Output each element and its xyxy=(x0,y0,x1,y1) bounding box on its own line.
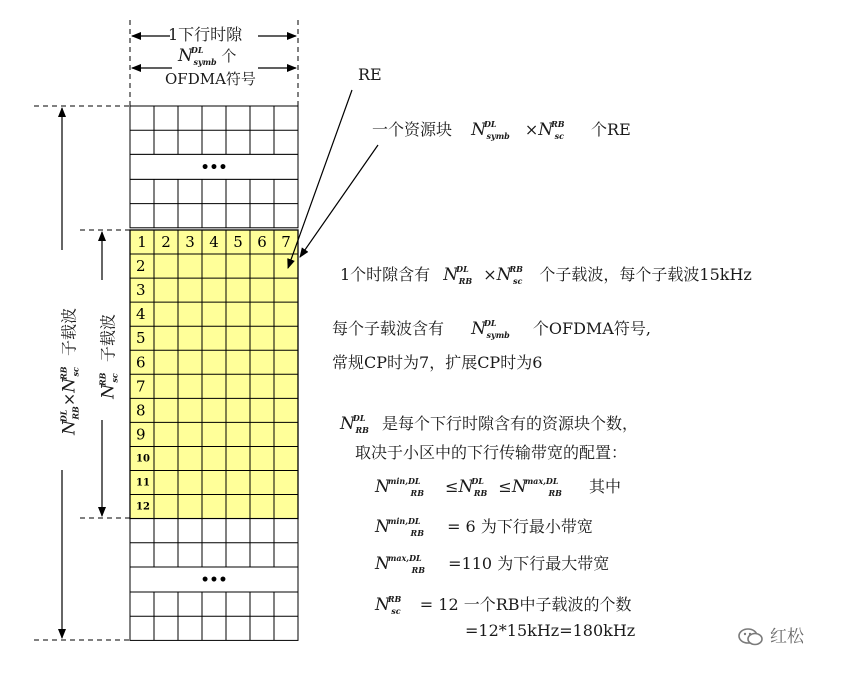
row-number: 11 xyxy=(136,477,150,489)
note-line-1: 1个时隙含有 $N^{DL}_{RB} \times N^{RB}_{sc}$ 个子载波，每个子载波15kHz xyxy=(340,264,752,286)
row-number: 9 xyxy=(136,425,146,444)
note-line-3: 常规CP时为7，扩展CP时为6 xyxy=(332,353,543,372)
symbol-n: N xyxy=(178,46,193,66)
column-number: 5 xyxy=(233,233,243,251)
row-number: 10 xyxy=(136,453,150,465)
note-line-6: $N^{min,DL}_{RB} \le N^{DL}_{RB} \le N^{max,DL}_{RB}$ 其中 xyxy=(375,476,621,498)
wechat-icon xyxy=(738,627,764,647)
note-line-10: =12*15kHz=180kHz xyxy=(465,621,636,640)
resource-block-label: 一个资源块 $N^{DL}_{symb} \times N^{RB}_{sc}$ 个RE xyxy=(372,119,631,141)
column-number: 1 xyxy=(137,233,147,251)
note-line-2: 每个子载波含有 $N^{DL}_{symb}$ 个OFDMA符号, xyxy=(332,318,651,340)
row-number: 2 xyxy=(136,257,146,276)
re-label: RE xyxy=(358,65,382,84)
column-number: 6 xyxy=(257,233,267,251)
column-number: 7 xyxy=(281,233,291,251)
row-number: 6 xyxy=(136,353,146,372)
note-line-5: 取决于小区中的下行传输带宽的配置： xyxy=(355,443,628,462)
column-number: 4 xyxy=(209,233,219,251)
watermark: 红松 xyxy=(738,622,804,647)
slot-label: 1下行时隙 xyxy=(168,25,243,44)
row-number: 7 xyxy=(136,377,146,396)
row-number: 5 xyxy=(136,329,146,348)
row-number: 8 xyxy=(136,401,146,420)
row-number: 12 xyxy=(136,501,150,513)
ellipsis-dots: ••• xyxy=(200,159,228,176)
note-line-8: $N^{max,DL}_{RB} =110$ 为下行最大带宽 xyxy=(375,553,610,575)
column-number: 3 xyxy=(185,233,195,251)
note-line-4: $N^{DL}_{RB}$ 是每个下行时隙含有的资源块个数， xyxy=(340,413,638,435)
symbols-per-slot-label: $N^{DL}_{symb}$ 个 xyxy=(178,45,237,67)
ofdma-label: OFDMA符号 xyxy=(165,70,256,88)
note-line-9: $N^{RB}_{sc} = 12$ 一个RB中子载波的个数 xyxy=(375,594,632,616)
note-line-7: $N^{min,DL}_{RB} = 6$ 为下行最小带宽 xyxy=(375,516,593,538)
total-subcarriers-label: $N^{DL}$ $_{RB}\times N^{RB}$ $_{sc}$ 子载波 xyxy=(58,307,81,436)
column-number: 2 xyxy=(161,233,171,251)
row-number: 3 xyxy=(136,281,146,300)
ellipsis-dots: ••• xyxy=(200,572,228,589)
row-number: 4 xyxy=(136,305,146,324)
rb-subcarriers-label: $N^{RB}$ $_{sc}$ 子载波 xyxy=(97,314,120,399)
